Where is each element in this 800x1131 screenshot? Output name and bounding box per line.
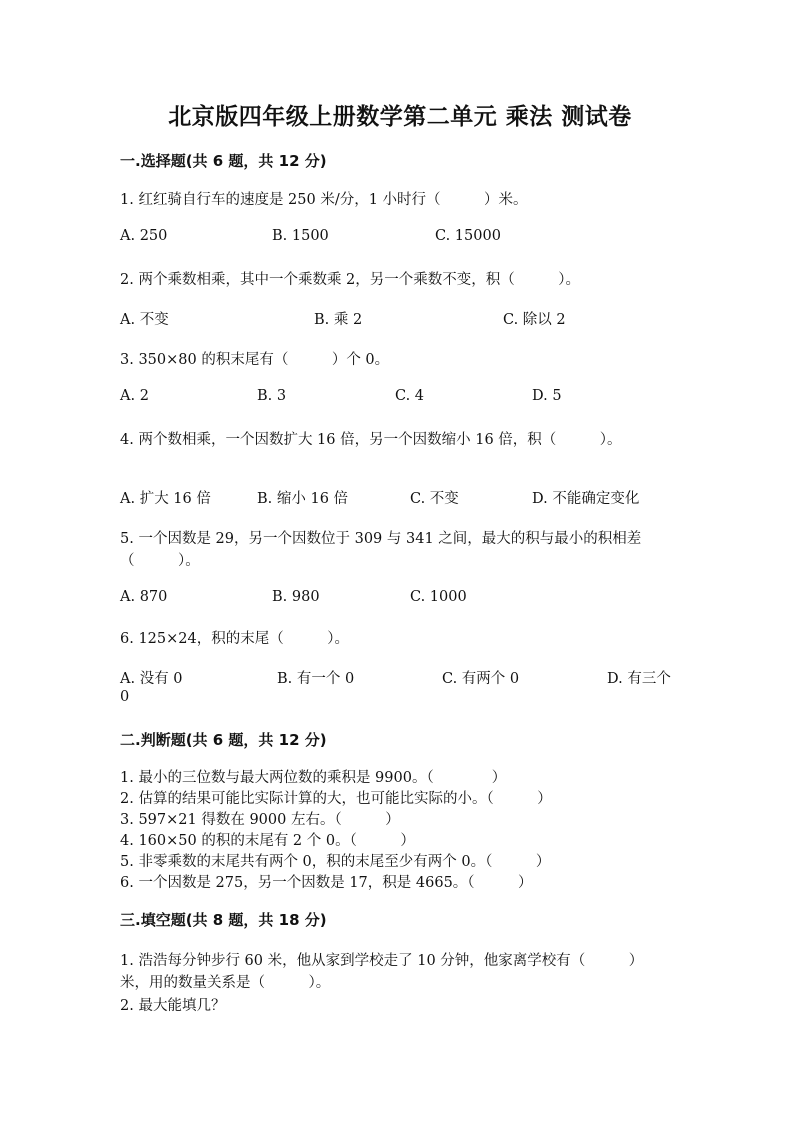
question-1: 1. 红红骑自行车的速度是 250 米/分，1 小时行（ ）米。 [120,192,528,208]
question-4: 4. 两个数相乘，一个因数扩大 16 倍，另一个因数缩小 16 倍，积（ ）。 [120,432,622,448]
q6-option-d: D. 有三个 [607,671,671,687]
question-2: 2. 两个乘数相乘，其中一个乘数乘 2，另一个乘数不变，积（ ）。 [120,272,581,288]
page-title: 北京版四年级上册数学第二单元 乘法 测试卷 [168,104,632,130]
judgement-item-3: 3. 597×21 得数在 9000 左右。（ ） [120,812,400,828]
section-heading-judgement: 二.判断题(共 6 题，共 12 分) [120,731,327,749]
question-5-line-1: 5. 一个因数是 29，另一个因数位于 309 与 341 之间，最大的积与最小的积相差 [120,531,642,547]
q6-option-d-wrap: 0 [120,689,130,705]
q2-option-c: C. 除以 2 [503,312,566,328]
judgement-item-2: 2. 估算的结果可能比实际计算的大，也可能比实际的小。（ ） [120,791,552,807]
q6-option-c: C. 有两个 0 [442,671,520,687]
fill-blank-line-1: 1. 浩浩每分钟步行 60 米，他从家到学校走了 10 分钟，他家离学校有（ ） [120,953,644,969]
judgement-item-6: 6. 一个因数是 275，另一个因数是 17，积是 4665。（ ） [120,875,533,891]
q5-option-a: A. 870 [120,589,168,605]
q1-option-b: B. 1500 [272,228,329,244]
q4-option-a: A. 扩大 16 倍 [120,491,211,507]
q4-option-b: B. 缩小 16 倍 [257,491,349,507]
judgement-item-4: 4. 160×50 的积的末尾有 2 个 0。（ ） [120,833,415,849]
q3-option-a: A. 2 [120,388,149,404]
q1-option-a: A. 250 [120,228,168,244]
q1-option-c: C. 15000 [435,228,501,244]
q6-option-b: B. 有一个 0 [277,671,355,687]
question-3: 3. 350×80 的积末尾有（ ）个 0。 [120,352,390,368]
q2-option-b: B. 乘 2 [314,312,363,328]
q4-option-d: D. 不能确定变化 [532,491,640,507]
q4-option-c: C. 不变 [410,491,459,507]
q3-option-d: D. 5 [532,388,562,404]
section-heading-fill-blank: 三.填空题(共 8 题，共 18 分) [120,911,327,929]
q3-option-c: C. 4 [395,388,425,404]
judgement-item-1: 1. 最小的三位数与最大两位数的乘积是 9900。（ ） [120,770,507,786]
fill-blank-line-2: 米，用的数量关系是（ ）。 [120,975,331,991]
q2-option-a: A. 不变 [120,312,169,328]
question-6: 6. 125×24，积的末尾（ ）。 [120,631,349,647]
q6-option-a: A. 没有 0 [120,671,183,687]
q5-option-b: B. 980 [272,589,320,605]
section-heading-choice: 一.选择题(共 6 题，共 12 分) [120,152,327,170]
judgement-item-5: 5. 非零乘数的末尾共有两个 0，积的末尾至少有两个 0。（ ） [120,854,551,870]
question-5-line-2: （ ）。 [120,553,200,569]
q5-option-c: C. 1000 [410,589,467,605]
q3-option-b: B. 3 [257,388,287,404]
fill-blank-line-3: 2. 最大能填几？ [120,998,226,1014]
